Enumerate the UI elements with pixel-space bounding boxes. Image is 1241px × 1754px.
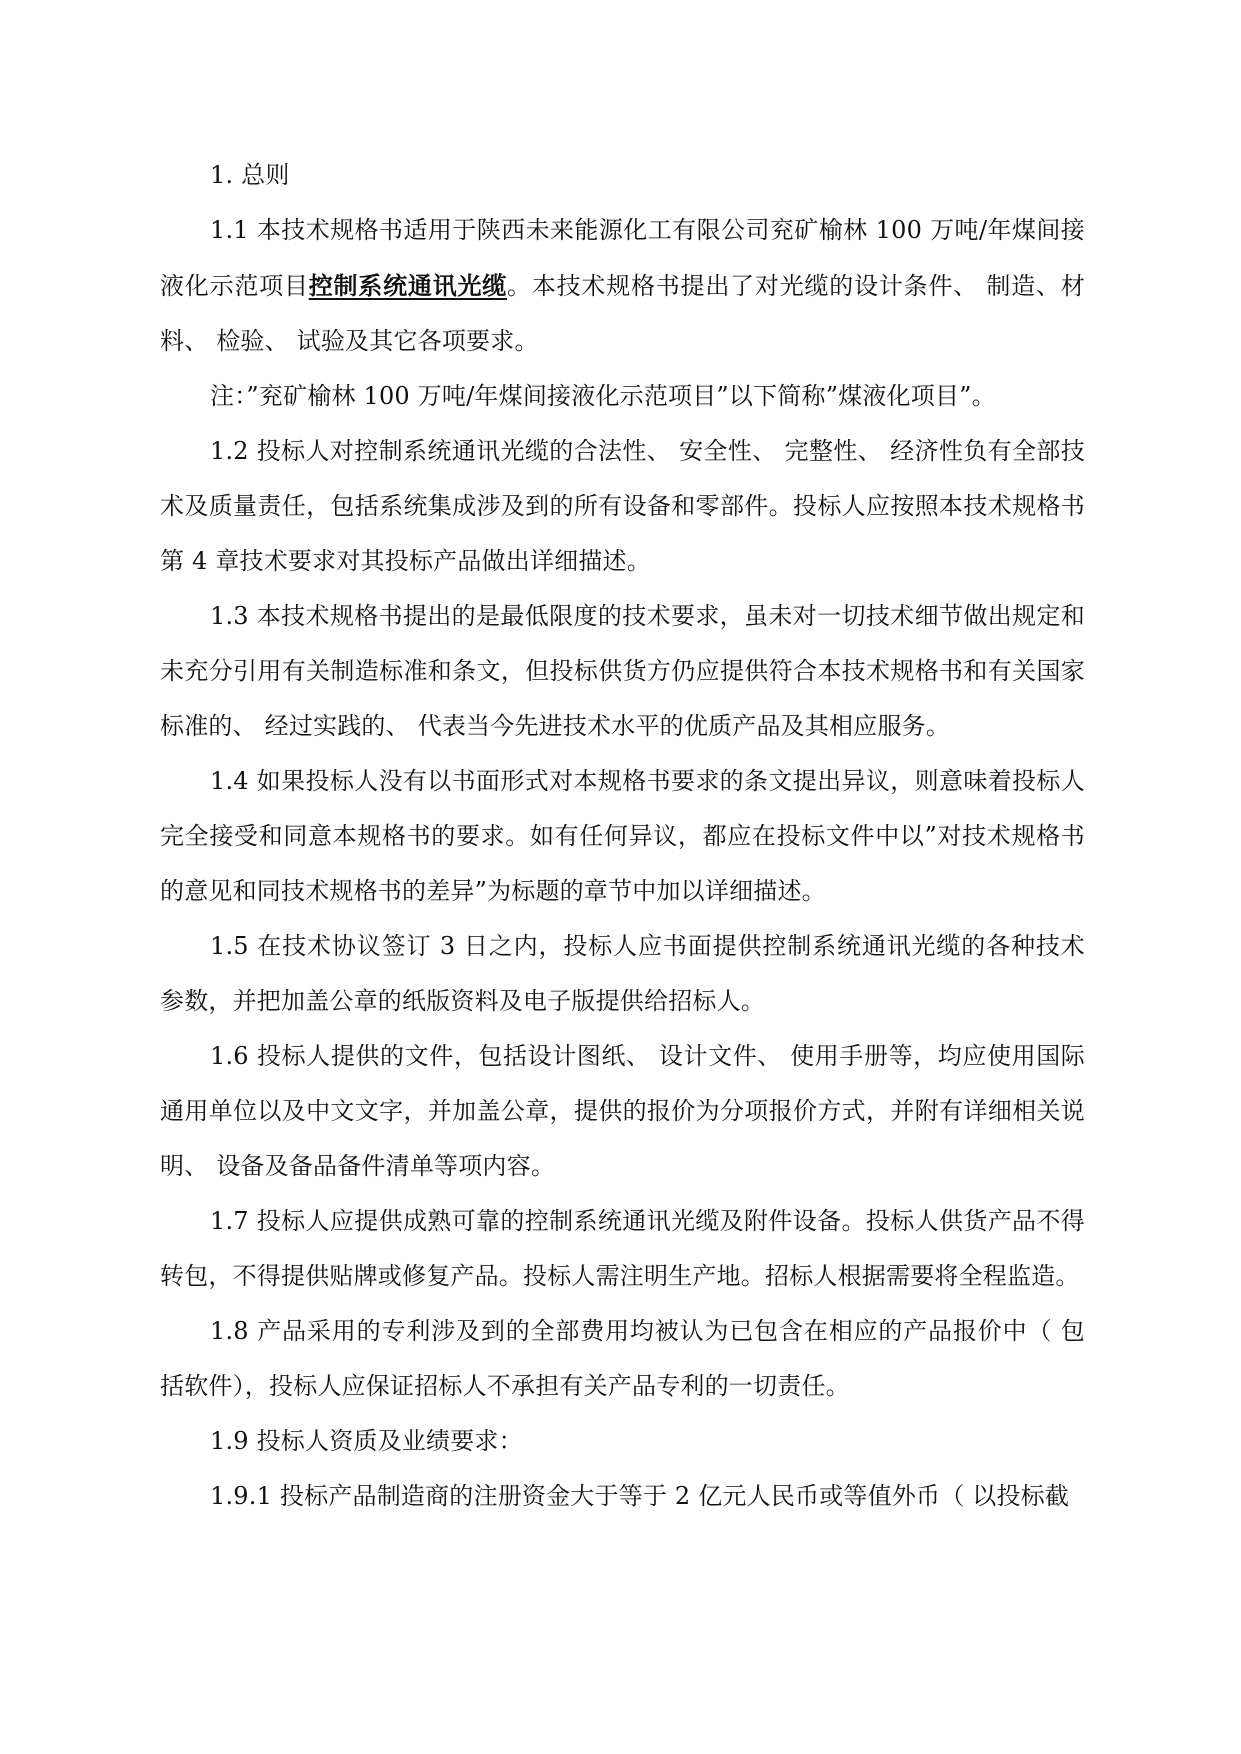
paragraph-1-7: 1.7 投标人应提供成熟可靠的控制系统通讯光缆及附件设备。投标人供货产品不得转包，不得提供贴牌或修复产品。投标人需注明生产地。招标人根据需要将全程监造。 [160,1207,1085,1290]
paragraph-1-2: 1.2 投标人对控制系统通讯光缆的合法性、 安全性、 完整性、 经济性负有全部技术及质量责任，包括系统集成涉及到的所有设备和零部件。投标人应按照本技术规格书第 4 章技术要求对其投标产品做出详细描述。 [160,437,1085,575]
document-body [160,148,1085,1524]
paragraph-1-4: 1.4 如果投标人没有以书面形式对本规格书要求的条文提出异议，则意味着投标人完全接受和同意本规格书的要求。如有任何异议，都应在投标文件中以”对技术规格书的意见和同技术规格书的差异”为标题的章节中加以详细描述。 [160,767,1085,905]
paragraph-1-1-text-after: 。本技术规格书提出了对光缆的设计条件、 制造、材料、 检验、 试验及其它各项要求。 [160,272,1085,355]
paragraph-1-1 [160,203,1085,369]
paragraph-1-1-emphasis: 控制系统通讯光缆 [308,271,508,300]
paragraph-1-9-1: 1.9.1 投标产品制造商的注册资金大于等于 2 亿元人民币或等值外币（ 以投标截 [210,1482,1070,1510]
paragraph-1-8: 1.8 产品采用的专利涉及到的全部费用均被认为已包含在相应的产品报价中（ 包括软件），投标人应保证招标人不承担有关产品专利的一切责任。 [160,1317,1085,1400]
section-heading [160,148,1085,203]
section-heading-text: 1. 总则 [210,161,290,189]
paragraph-1-5: 1.5 在技术协议签订 3 日之内，投标人应书面提供控制系统通讯光缆的各种技术参数，并把加盖公章的纸版资料及电子版提供给招标人。 [160,932,1085,1015]
paragraph-1-3: 1.3 本技术规格书提出的是最低限度的技术要求，虽未对一切技术细节做出规定和未充分引用有关制造标准和条文，但投标供货方仍应提供符合本技术规格书和有关国家标准的、 经过实践的、 代表当今先进技术水平的优质产品及其相应服务。 [160,602,1085,740]
paragraph-1-9: 1.9 投标人资质及业绩要求： [210,1427,523,1455]
paragraph-1-6: 1.6 投标人提供的文件，包括设计图纸、 设计文件、 使用手册等，均应使用国际通用单位以及中文文字，并加盖公章，提供的报价为分项报价方式，并附有详细相关说明、 设备及备品备件清单等项内容。 [160,1042,1085,1180]
paragraph-note: 注：”兖矿榆林 100 万吨/年煤间接液化示范项目”以下简称”煤液化项目”。 [210,382,996,410]
paragraph-1-1-text-before: 1.1 本技术规格书适用于陕西未来能源化工有限公司兖矿榆林 100 万吨/年煤间接液化示范项目 [160,216,1085,300]
